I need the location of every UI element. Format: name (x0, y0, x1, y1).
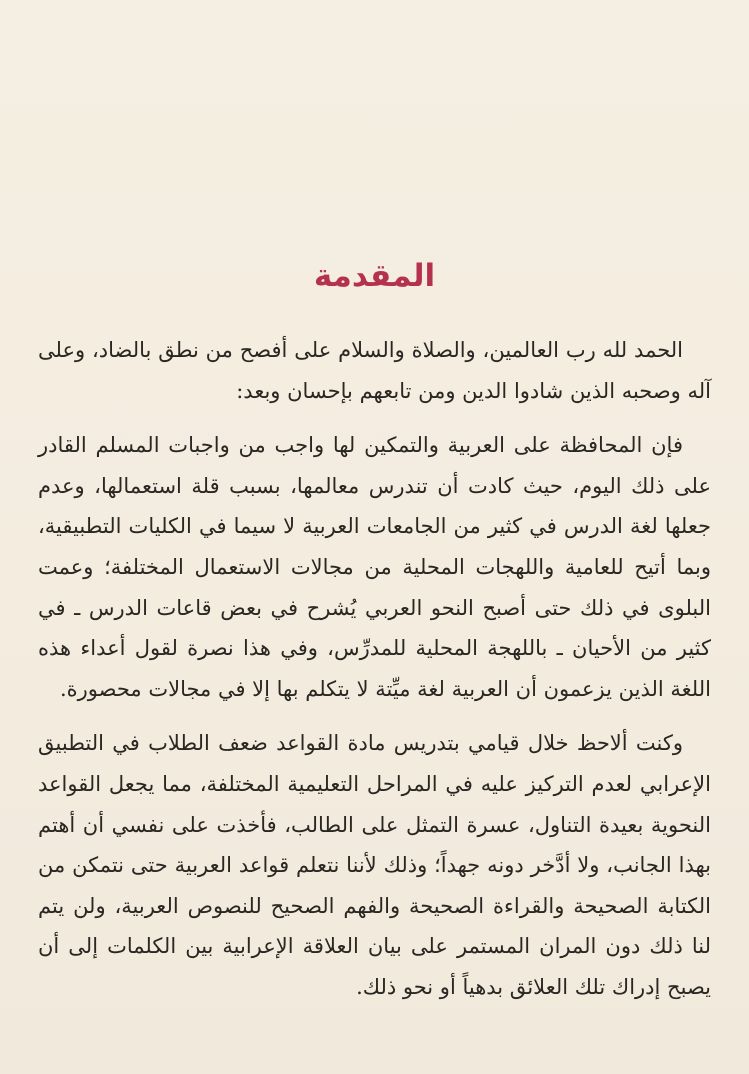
paragraph-arabic-preservation: فإن المحافظة على العربية والتمكين لها واجب من واجبات المسلم القادر على ذلك اليوم، حيث كادت أن تندرس معالمها، بسبب قلة استعمالها، وعدم جعلها لغة الدرس في كثير من الجامعات العربية لا سيما في الكليات التطبيقية، وبما أتيح للعامية واللهجات المحلية من مجالات الاستعمال المختلفة؛ وعمت البلوى في ذلك حتى أصبح النحو العربي يُشرح في بعض قاعات الدرس ـ في كثير من الأحيان ـ باللهجة المحلية للمدرِّس، وفي هذا نصرة لقول أعداء هذه اللغة الذين يزعمون أن العربية لغة ميِّتة لا يتكلم بها إلا في مجالات محصورة. (38, 433, 711, 701)
paragraph-opening: الحمد لله رب العالمين، والصلاة والسلام على أفصح من نطق بالضاد، وعلى آله وصحبه الذين شادوا الدين ومن تابعهم بإحسان وبعد: (38, 338, 711, 403)
page-title: المقدمة (313, 258, 436, 294)
paragraph-teaching-observation: وكنت ألاحظ خلال قيامي بتدريس مادة القواعد ضعف الطلاب في التطبيق الإعرابي لعدم التركيز عليه في المراحل التعليمية المختلفة، مما يجعل القواعد النحوية بعيدة التناول، عسرة التمثل على الطالب، فأخذت على نفسي أن أهتم بهذا الجانب، ولا أدَّخر دونه جهداً؛ وذلك لأننا نتعلم قواعد العربية حتى نتمكن من الكتابة الصحيحة والقراءة الصحيحة والفهم الصحيح للنصوص العربية، ولن يتم لنا ذلك دون المران المستمر على بيان العلاقة الإعرابية بين الكلمات إلى أن يصبح إدراك تلك العلائق بدهياً أو نحو ذلك. (38, 731, 711, 999)
page-content (38, 252, 711, 1022)
